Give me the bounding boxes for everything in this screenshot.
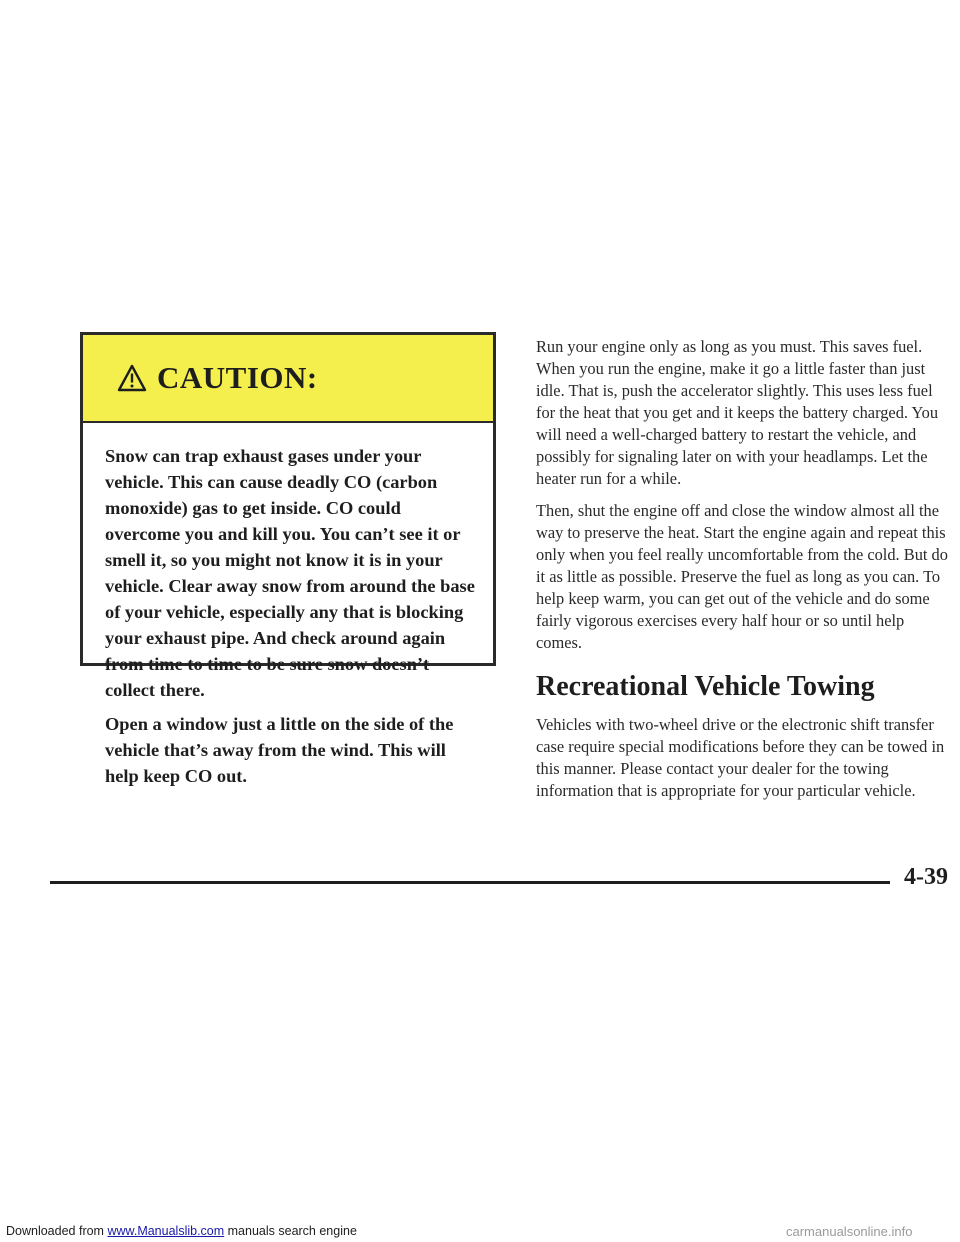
right-column	[536, 336, 954, 812]
caution-box	[80, 332, 496, 786]
page-number: 4-39	[904, 864, 948, 890]
footer-rule	[50, 881, 890, 884]
download-suffix: manuals search engine	[224, 1224, 357, 1238]
caution-paragraph: Open a window just a little on the side of the vehicle that’s away from the wind. This will help keep CO out.	[105, 714, 454, 786]
caution-body	[83, 423, 493, 789]
body-paragraph: Run your engine only as long as you must. This saves fuel. When you run the engine, make it go a little faster than just idle. That is, push the accelerator slightly. This uses less fuel for the heat that you get and it keeps the battery charged. You will need a well-charged battery to restart the vehicle, and possibly for signaling later on with your headlamps. Let the heater run for a while.	[536, 337, 939, 488]
body-paragraph: Vehicles with two-wheel drive or the electronic shift transfer case require special modifications before they can be towed in this manner. Please contact your dealer for the towing information that is appropriate for your particular vehicle.	[536, 715, 945, 800]
caution-header	[83, 335, 493, 423]
warning-triangle-icon	[117, 364, 147, 392]
manualslib-link[interactable]: www.Manualslib.com	[107, 1224, 225, 1238]
download-bar	[6, 1224, 357, 1238]
watermark: carmanualsonline.info	[786, 1224, 913, 1239]
download-prefix: Downloaded from	[6, 1224, 108, 1238]
body-paragraph: Then, shut the engine off and close the window almost all the way to preserve the heat. Start the engine again and repeat this only when you feel really uncomfortable from the cold. But do it as little as possible. Preserve the fuel as long as you can. To help keep warm, you can get out of the vehicle and do some fairly vigorous exercises every half hour or so until help comes.	[536, 501, 948, 652]
section-heading: Recreational Vehicle Towing	[536, 671, 875, 702]
caution-title: CAUTION:	[157, 360, 318, 395]
caution-paragraph: Snow can trap exhaust gases under your vehicle. This can cause deadly CO (carbon monoxide) gas to get inside. CO could overcome you and kill you. You can’t see it or smell it, so you might not know it is in your vehicle. Clear away snow from around the base of your vehicle, especially any that is blocking your exhaust pipe. And check around again from time to time to be sure snow doesn’t collect there.	[105, 446, 475, 700]
